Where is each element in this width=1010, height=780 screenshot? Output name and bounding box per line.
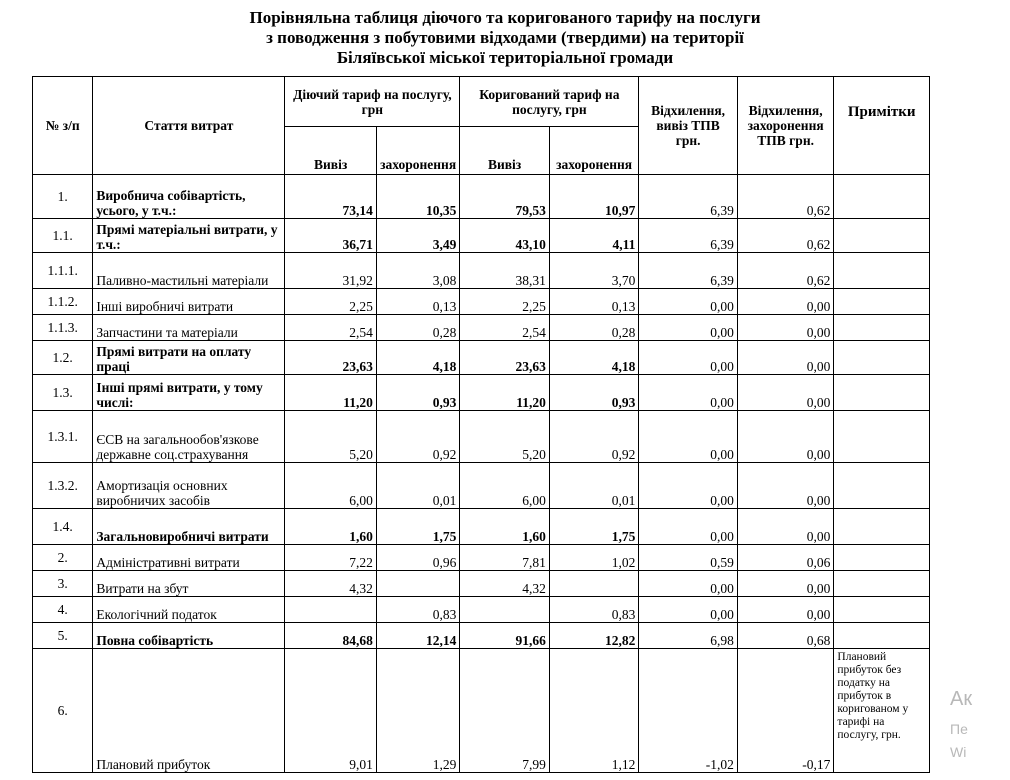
table-row [33, 315, 930, 341]
watermark-line-3: Wi [950, 744, 967, 760]
table-row [33, 463, 930, 509]
row-number: 1.3.2. [33, 463, 93, 509]
cell-corrected-burial: 0,93 [549, 375, 639, 411]
document-title [0, 8, 1010, 68]
row-article: Виробнича собівартість, усього, у т.ч.: [93, 175, 285, 219]
row-number: 4. [33, 597, 93, 623]
cell-current-removal: 6,00 [285, 463, 377, 509]
cell-corrected-burial: 12,82 [549, 623, 639, 649]
row-number: 1.4. [33, 509, 93, 545]
table-row [33, 571, 930, 597]
header-removal-current: Вивіз [285, 127, 377, 175]
watermark-line-2: Пе [950, 721, 968, 737]
cell-current-removal: 11,20 [285, 375, 377, 411]
row-number: 1.1.1. [33, 253, 93, 289]
cell-deviation-removal: 0,00 [639, 571, 738, 597]
cell-corrected-removal: 7,81 [460, 545, 549, 571]
cell-corrected-removal: 11,20 [460, 375, 549, 411]
cell-deviation-burial: 0,00 [737, 597, 834, 623]
table-row [33, 289, 930, 315]
cell-deviation-removal: 6,39 [639, 219, 738, 253]
header-current-tariff: Діючий тариф на послугу, грн [285, 77, 460, 127]
cell-current-burial: 10,35 [376, 175, 459, 219]
cell-corrected-removal: 43,10 [460, 219, 549, 253]
cell-note: Плановий прибуток без податку на прибуток в коригованом у тарифі на послугу, грн. [834, 649, 930, 773]
header-notes: Примітки [834, 77, 930, 175]
cell-corrected-removal: 2,54 [460, 315, 549, 341]
table-row [33, 375, 930, 411]
row-article: Витрати на збут [93, 571, 285, 597]
table-row [33, 175, 930, 219]
header-burial-corrected: захоронення [549, 127, 639, 175]
cell-corrected-removal: 1,60 [460, 509, 549, 545]
cell-corrected-burial: 1,75 [549, 509, 639, 545]
cell-note [834, 545, 930, 571]
cell-deviation-removal: 6,98 [639, 623, 738, 649]
cell-corrected-burial: 0,13 [549, 289, 639, 315]
table-row [33, 341, 930, 375]
cell-current-burial: 0,83 [376, 597, 459, 623]
cell-current-burial: 0,13 [376, 289, 459, 315]
row-article: ЄСВ на загальнообов'язкове державне соц.страхування [93, 411, 285, 463]
cell-note [834, 375, 930, 411]
cell-corrected-burial: 4,18 [549, 341, 639, 375]
row-number: 1.1. [33, 219, 93, 253]
row-article: Запчастини та матеріали [93, 315, 285, 341]
cell-deviation-burial: 0,00 [737, 509, 834, 545]
cell-deviation-removal: 0,59 [639, 545, 738, 571]
cell-deviation-removal: 0,00 [639, 341, 738, 375]
cell-note [834, 289, 930, 315]
tariff-comparison-table [32, 76, 930, 773]
cell-note [834, 597, 930, 623]
cell-current-removal: 36,71 [285, 219, 377, 253]
cell-current-burial: 4,18 [376, 341, 459, 375]
row-article: Адміністративні витрати [93, 545, 285, 571]
cell-deviation-burial: 0,00 [737, 289, 834, 315]
cell-corrected-burial [549, 571, 639, 597]
row-number: 6. [33, 649, 93, 773]
cell-current-burial: 0,92 [376, 411, 459, 463]
cell-corrected-burial: 3,70 [549, 253, 639, 289]
cell-corrected-removal: 91,66 [460, 623, 549, 649]
cell-deviation-removal: 6,39 [639, 253, 738, 289]
cell-deviation-burial: 0,62 [737, 253, 834, 289]
cell-current-removal: 31,92 [285, 253, 377, 289]
row-number: 1.2. [33, 341, 93, 375]
cell-deviation-burial: 0,62 [737, 175, 834, 219]
cell-deviation-burial: 0,00 [737, 463, 834, 509]
cell-corrected-removal: 5,20 [460, 411, 549, 463]
cell-deviation-burial: 0,00 [737, 411, 834, 463]
cell-current-burial: 0,01 [376, 463, 459, 509]
row-article: Загальновиробничі витрати [93, 509, 285, 545]
cell-note [834, 219, 930, 253]
table-row [33, 253, 930, 289]
row-article: Плановий прибуток [93, 649, 285, 773]
cell-deviation-removal: 0,00 [639, 289, 738, 315]
header-article: Стаття витрат [93, 77, 285, 175]
cell-corrected-burial: 4,11 [549, 219, 639, 253]
cell-corrected-removal: 7,99 [460, 649, 549, 773]
cell-note [834, 341, 930, 375]
cell-current-removal: 23,63 [285, 341, 377, 375]
cell-current-removal: 1,60 [285, 509, 377, 545]
cell-deviation-burial: 0,00 [737, 375, 834, 411]
row-article: Прямі матеріальні витрати, у т.ч.: [93, 219, 285, 253]
row-article: Паливно-мастильні матеріали [93, 253, 285, 289]
cell-current-burial: 12,14 [376, 623, 459, 649]
row-article: Інші виробничі витрати [93, 289, 285, 315]
row-number: 1. [33, 175, 93, 219]
cell-current-removal: 73,14 [285, 175, 377, 219]
cell-corrected-removal: 38,31 [460, 253, 549, 289]
cell-deviation-removal: 0,00 [639, 411, 738, 463]
cell-current-burial [376, 571, 459, 597]
cell-corrected-removal: 2,25 [460, 289, 549, 315]
row-number: 5. [33, 623, 93, 649]
header-deviation-removal: Відхилення, вивіз ТПВ грн. [639, 77, 738, 175]
table-row [33, 509, 930, 545]
cell-current-burial: 3,49 [376, 219, 459, 253]
cell-current-burial: 1,29 [376, 649, 459, 773]
cell-current-removal [285, 597, 377, 623]
table-row [33, 649, 930, 773]
row-number: 3. [33, 571, 93, 597]
watermark-line-1: Ак [950, 688, 973, 710]
cell-deviation-removal: 6,39 [639, 175, 738, 219]
cell-deviation-removal: 0,00 [639, 463, 738, 509]
cell-corrected-burial: 10,97 [549, 175, 639, 219]
cell-deviation-burial: 0,06 [737, 545, 834, 571]
header-corrected-tariff: Коригований тариф на послугу, грн [460, 77, 639, 127]
cell-corrected-burial: 0,92 [549, 411, 639, 463]
title-line-1: Порівняльна таблиця діючого та коригованого тарифу на послуги [249, 8, 761, 27]
cell-note [834, 175, 930, 219]
row-number: 2. [33, 545, 93, 571]
cell-note [834, 463, 930, 509]
row-number: 1.1.3. [33, 315, 93, 341]
cell-corrected-burial: 0,83 [549, 597, 639, 623]
title-line-2: з поводження з побутовими відходами (твердими) на території [266, 28, 744, 47]
cell-corrected-removal: 23,63 [460, 341, 549, 375]
cell-current-burial: 3,08 [376, 253, 459, 289]
title-line-3: Біляївської міської територіальної громади [336, 48, 674, 67]
cell-current-removal: 2,54 [285, 315, 377, 341]
cell-deviation-burial: 0,00 [737, 571, 834, 597]
cell-current-removal: 9,01 [285, 649, 377, 773]
header-removal-corrected: Вивіз [460, 127, 549, 175]
cell-deviation-removal: 0,00 [639, 509, 738, 545]
cell-current-removal: 7,22 [285, 545, 377, 571]
row-article: Екологічний податок [93, 597, 285, 623]
cell-current-removal: 84,68 [285, 623, 377, 649]
cell-corrected-removal [460, 597, 549, 623]
cell-note [834, 253, 930, 289]
cell-deviation-burial: 0,00 [737, 341, 834, 375]
cell-corrected-removal: 79,53 [460, 175, 549, 219]
header-burial-current: захоронення [376, 127, 459, 175]
table-row [33, 545, 930, 571]
cell-deviation-burial: 0,62 [737, 219, 834, 253]
cell-current-removal: 5,20 [285, 411, 377, 463]
cell-current-burial: 1,75 [376, 509, 459, 545]
cell-corrected-burial: 0,01 [549, 463, 639, 509]
row-article: Повна собівартість [93, 623, 285, 649]
cell-deviation-removal: 0,00 [639, 315, 738, 341]
cell-deviation-removal: 0,00 [639, 597, 738, 623]
row-number: 1.1.2. [33, 289, 93, 315]
cell-corrected-removal: 6,00 [460, 463, 549, 509]
cell-note [834, 411, 930, 463]
table-row [33, 623, 930, 649]
table-row [33, 411, 930, 463]
cell-deviation-burial: 0,68 [737, 623, 834, 649]
row-number: 1.3.1. [33, 411, 93, 463]
table-row [33, 219, 930, 253]
cell-corrected-burial: 0,28 [549, 315, 639, 341]
cell-current-burial: 0,28 [376, 315, 459, 341]
row-article: Прямі витрати на оплату праці [93, 341, 285, 375]
row-number: 1.3. [33, 375, 93, 411]
cell-current-burial: 0,96 [376, 545, 459, 571]
cell-corrected-burial: 1,12 [549, 649, 639, 773]
header-deviation-burial: Відхилення, захоронення ТПВ грн. [737, 77, 834, 175]
cell-corrected-burial: 1,02 [549, 545, 639, 571]
row-article: Амортизація основних виробничих засобів [93, 463, 285, 509]
cell-deviation-burial: -0,17 [737, 649, 834, 773]
cell-note [834, 509, 930, 545]
table-row [33, 597, 930, 623]
cell-note [834, 315, 930, 341]
cell-note [834, 623, 930, 649]
header-num: № з/п [33, 77, 93, 175]
cell-current-removal: 2,25 [285, 289, 377, 315]
cell-deviation-removal: 0,00 [639, 375, 738, 411]
cell-corrected-removal: 4,32 [460, 571, 549, 597]
cell-current-burial: 0,93 [376, 375, 459, 411]
cell-deviation-burial: 0,00 [737, 315, 834, 341]
row-article: Інші прямі витрати, у тому числі: [93, 375, 285, 411]
cell-deviation-removal: -1,02 [639, 649, 738, 773]
cell-note [834, 571, 930, 597]
cell-current-removal: 4,32 [285, 571, 377, 597]
